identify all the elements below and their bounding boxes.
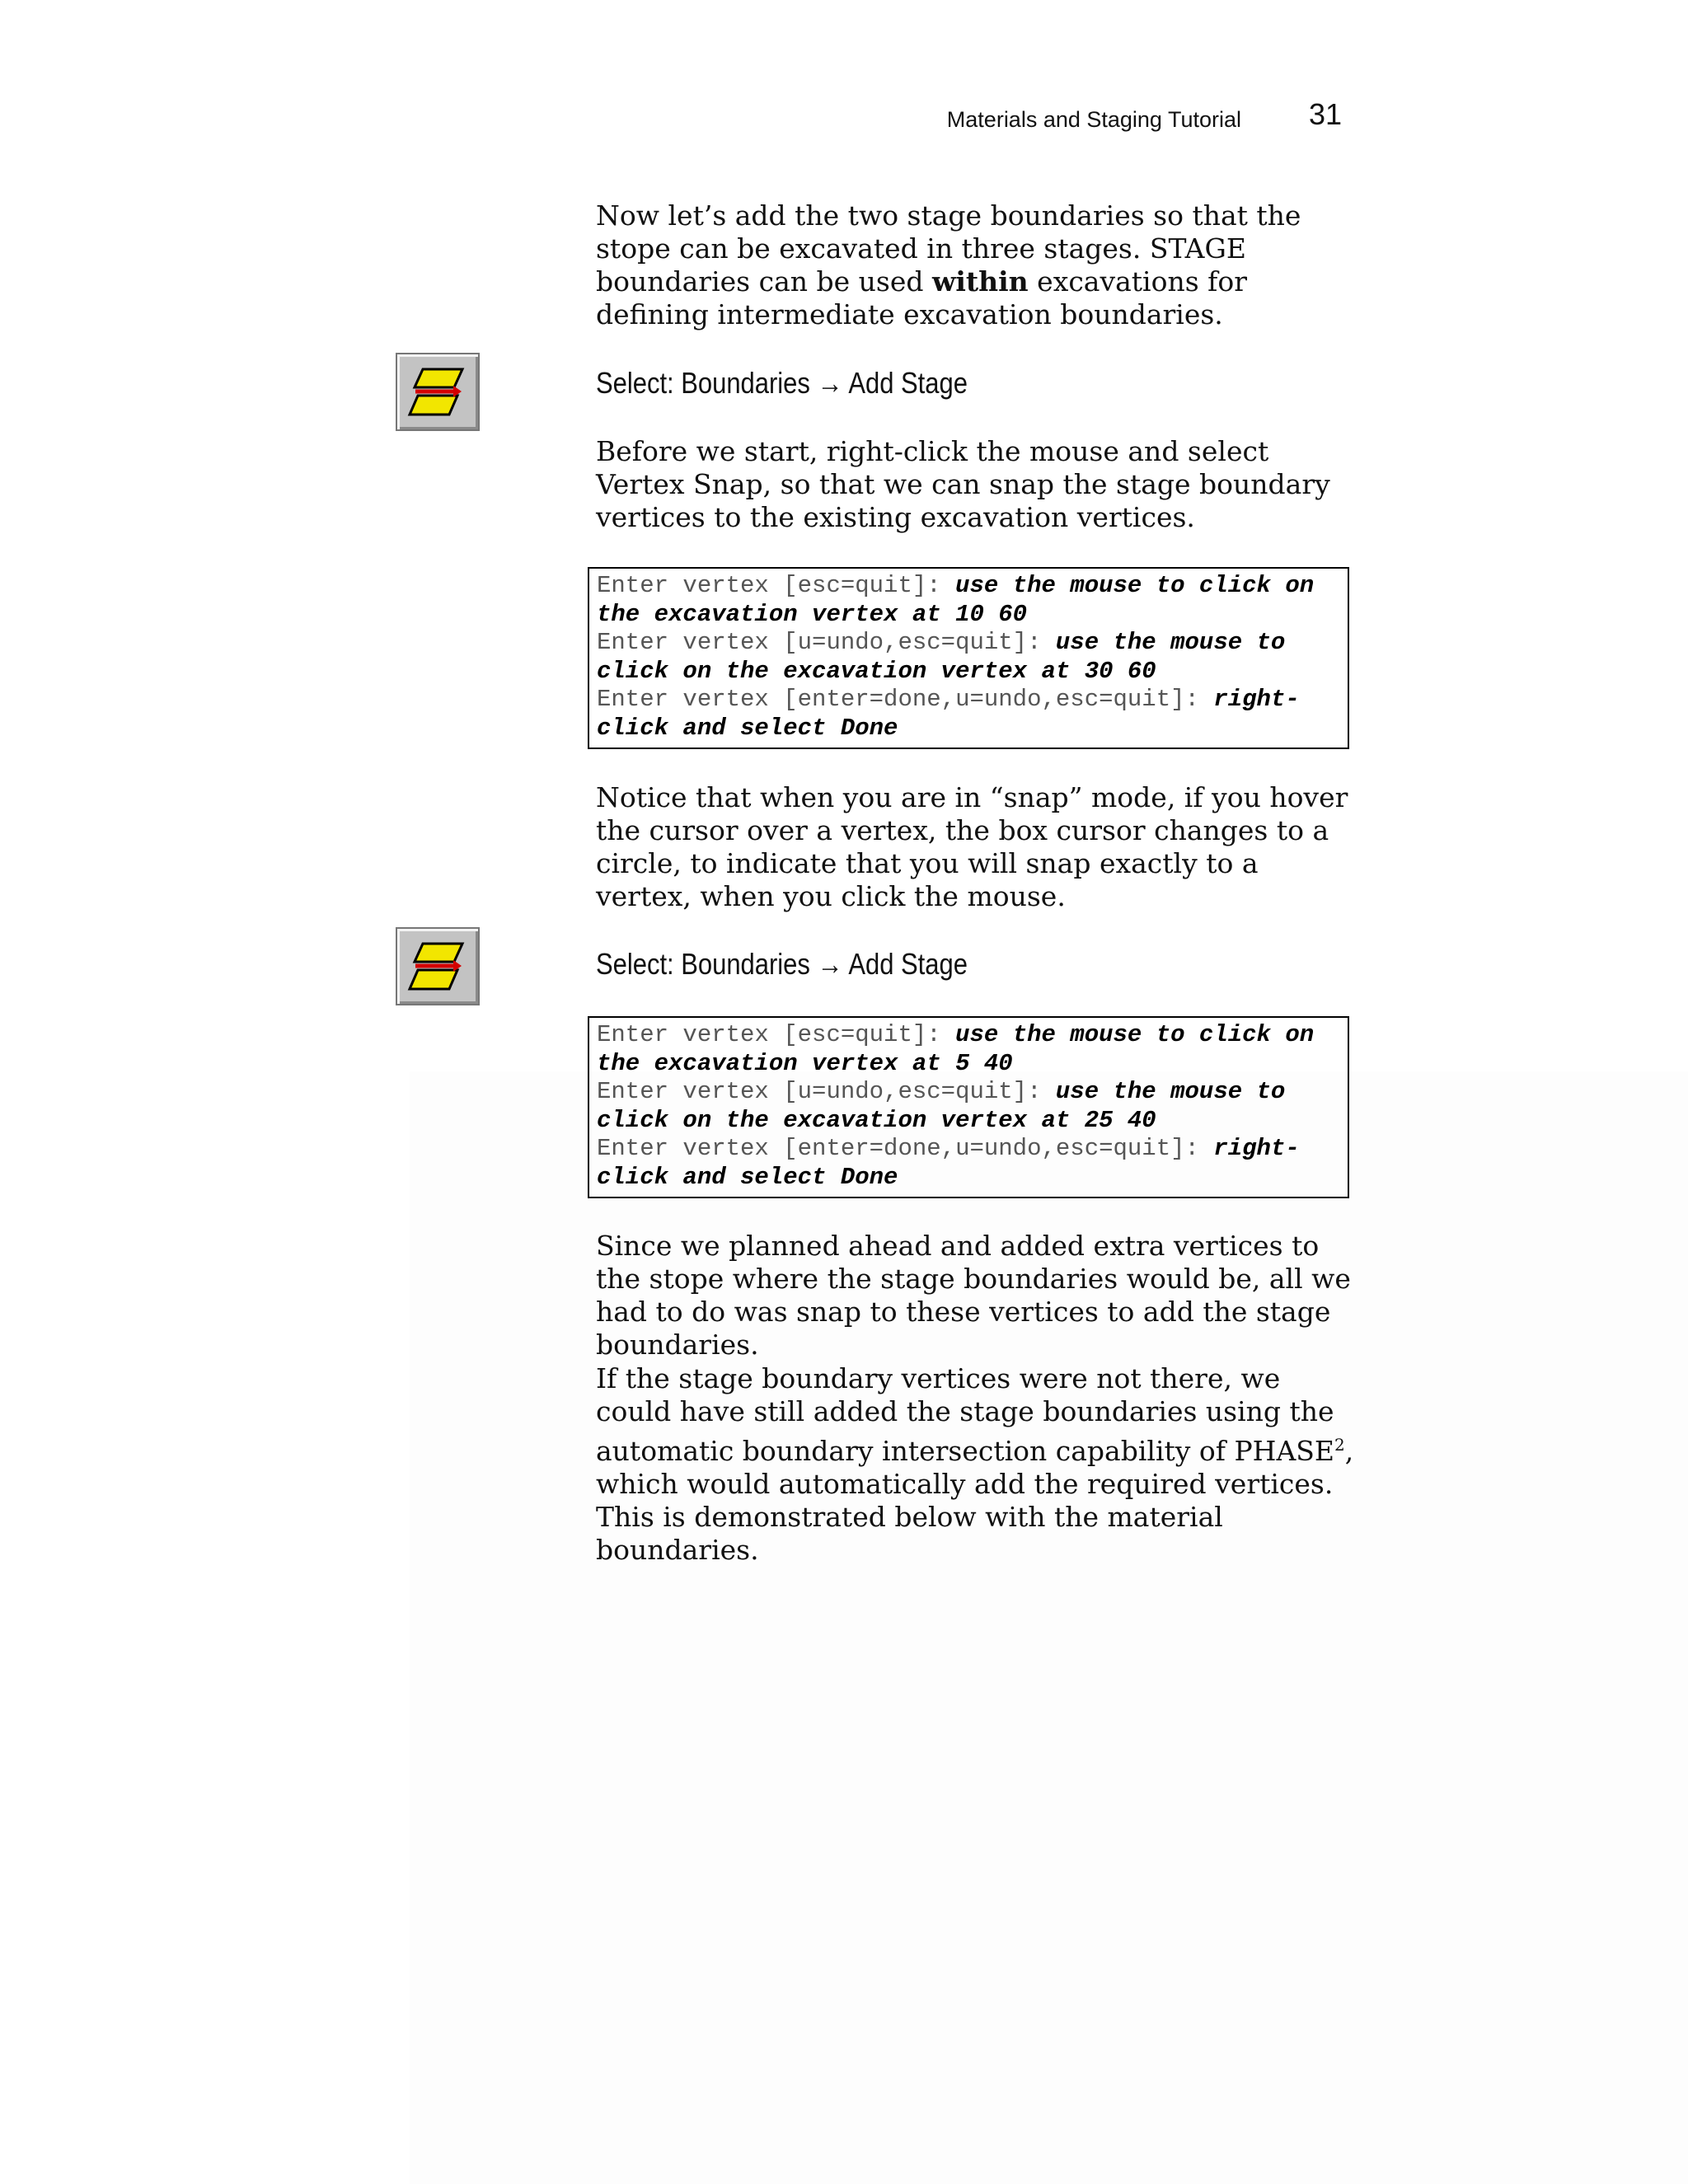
auto-intersection-paragraph [596, 1362, 1354, 1567]
intro-text-after: excavations for defining intermediate excavation boundaries. [596, 265, 1248, 330]
command-instruction: use the mouse to [1055, 629, 1286, 656]
command-line [597, 1135, 1348, 1164]
command-line [597, 1050, 1348, 1079]
command-line [597, 686, 1348, 715]
command-instruction: the excavation vertex at 10 60 [597, 600, 1028, 628]
command-box [588, 1016, 1349, 1198]
command-line [597, 1164, 1348, 1193]
command-instruction: use the mouse to [1055, 1078, 1286, 1105]
command-line [597, 1078, 1348, 1107]
command-instruction: the excavation vertex at 5 40 [597, 1049, 1013, 1077]
command-prompt: Enter vertex [enter=done,u=undo,esc=quit]: [597, 686, 1214, 713]
command-line [597, 715, 1348, 743]
command-prompt: Enter vertex [u=undo,esc=quit]: [597, 1078, 1056, 1105]
auto-text-before: If the stage boundary vertices were not there, we could have still added the stage boundaries using the automatic boundary intersection capability of PHASE [596, 1362, 1334, 1467]
command-prompt: Enter vertex [esc=quit]: [597, 1021, 956, 1048]
command-instruction: right- [1213, 686, 1300, 713]
command-line [597, 601, 1348, 630]
command-instruction: use the mouse to click on [955, 1021, 1315, 1048]
intro-text-before: Now let’s add the two stage boundaries so that the stope can be excavated in three stages. STAGE boundaries can be used [596, 199, 1301, 298]
select-instruction: Select: Boundaries → Add Stage [596, 947, 968, 981]
running-header [824, 97, 1342, 137]
select-instruction: Select: Boundaries → Add Stage [596, 366, 968, 400]
command-instruction: click on the excavation vertex at 30 60 [597, 657, 1156, 685]
command-prompt: Enter vertex [enter=done,u=undo,esc=quit]: [597, 1135, 1214, 1162]
command-prompt: Enter vertex [esc=quit]: [597, 572, 956, 599]
command-instruction: click and select Done [597, 1163, 898, 1191]
command-instruction: click and select Done [597, 714, 898, 742]
phase-superscript: 2 [1334, 1435, 1345, 1455]
planned-paragraph: Since we planned ahead and added extra vertices to the stope where the stage boundaries would be, all we had to do was snap to these vertices to add the stage boundaries. [596, 1230, 1351, 1361]
stage-boundary-glyph [404, 935, 473, 999]
snap-paragraph: Before we start, right-click the mouse and select Vertex Snap, so that we can snap the stage boundary vertices to the existing excavation vertices. [596, 435, 1330, 533]
command-instruction: right- [1213, 1135, 1300, 1162]
command-line [597, 629, 1348, 658]
page-number: 31 [1308, 97, 1342, 131]
auto-text-after: , which would automatically add the required vertices. This is demonstrated below with the material boundaries. [596, 1435, 1354, 1566]
intro-emphasis: within [931, 265, 1029, 298]
command-line [597, 1107, 1348, 1136]
intro-paragraph [596, 199, 1354, 331]
header-title: Materials and Staging Tutorial [946, 107, 1241, 132]
command-line [597, 572, 1348, 601]
command-prompt: Enter vertex [u=undo,esc=quit]: [597, 629, 1056, 656]
command-instruction: use the mouse to click on [955, 572, 1315, 599]
add-stage-boundary-icon[interactable] [396, 353, 480, 431]
command-box [588, 567, 1349, 749]
add-stage-boundary-icon[interactable] [396, 927, 480, 1005]
notice-paragraph: Notice that when you are in “snap” mode, if you hover the cursor over a vertex, the box cursor changes to a circle, to indicate that you will snap exactly to a vertex, when you click the mouse. [596, 781, 1348, 912]
stage-boundary-glyph [404, 361, 473, 424]
command-instruction: click on the excavation vertex at 25 40 [597, 1106, 1156, 1134]
command-line [597, 658, 1348, 687]
command-line [597, 1021, 1348, 1050]
